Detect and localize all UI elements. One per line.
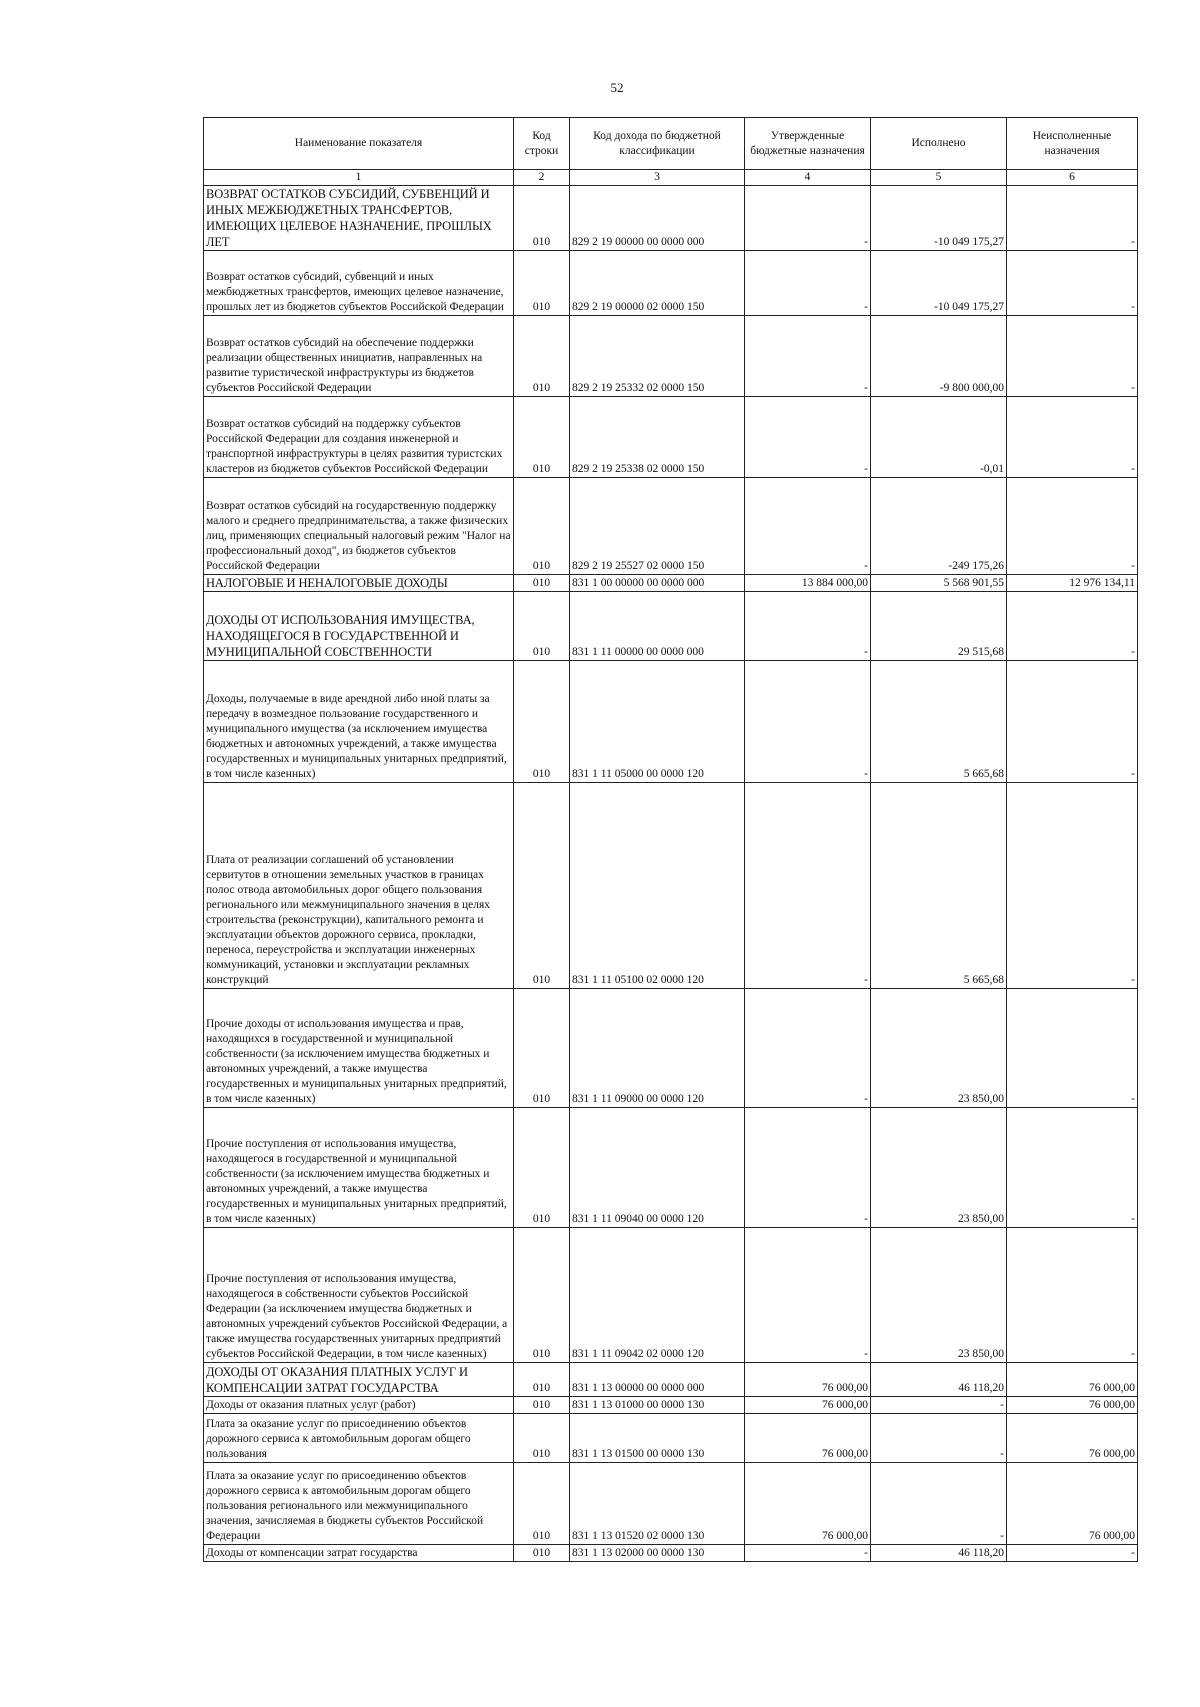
table-row xyxy=(204,592,1138,661)
column-number: 1 xyxy=(204,170,514,186)
table-row xyxy=(204,397,1138,478)
row-name: Возврат остатков субсидий, субвенций и иных межбюджетных трансфертов, имеющих целевое назначение, прошлых лет из бюджетов субъектов Российской Федерации xyxy=(204,251,514,316)
row-name: Плата за оказание услуг по присоединению объектов дорожного сервиса к автомобильным дорогам общего пользования регионального или межмуниципального значения, зачисляемая в бюджеты субъектов Российской Федерации xyxy=(204,1463,514,1545)
row-executed: 5 665,68 xyxy=(871,783,1007,989)
row-approved: - xyxy=(745,186,871,251)
row-budget-code: 831 1 11 09042 02 0000 120 xyxy=(570,1228,745,1363)
row-line-code: 010 xyxy=(514,1397,570,1414)
row-line-code: 010 xyxy=(514,397,570,478)
table-row xyxy=(204,783,1138,989)
revenue-table xyxy=(203,117,1138,1562)
row-approved: 13 884 000,00 xyxy=(745,575,871,592)
row-unexecuted: - xyxy=(1007,1108,1138,1228)
row-approved: - xyxy=(745,1108,871,1228)
row-line-code: 010 xyxy=(514,1228,570,1363)
row-executed: 23 850,00 xyxy=(871,989,1007,1108)
row-approved: - xyxy=(745,251,871,316)
row-budget-code: 831 1 13 01500 00 0000 130 xyxy=(570,1414,745,1463)
row-name: Возврат остатков субсидий на обеспечение поддержки реализации общественных инициатив, направленных на развитие туристической инфраструктуры из бюджетов субъектов Российской Федерации xyxy=(204,316,514,397)
row-unexecuted: 76 000,00 xyxy=(1007,1397,1138,1414)
row-approved: - xyxy=(745,661,871,783)
row-name: Доходы, получаемые в виде арендной либо иной платы за передачу в возмездное пользование государственного и муниципального имущества (за исключением имущества бюджетных и автономных учреждений, а также имущества государственных и муниципальных унитарных предприятий, в том числе казенных) xyxy=(204,661,514,783)
table-row xyxy=(204,661,1138,783)
row-approved: 76 000,00 xyxy=(745,1363,871,1397)
header-budget-code: Код дохода по бюджетной классификации xyxy=(570,118,745,170)
row-budget-code: 831 1 11 05100 02 0000 120 xyxy=(570,783,745,989)
row-line-code: 010 xyxy=(514,592,570,661)
row-approved: - xyxy=(745,989,871,1108)
row-unexecuted: - xyxy=(1007,592,1138,661)
row-executed: -9 800 000,00 xyxy=(871,316,1007,397)
row-executed: - xyxy=(871,1414,1007,1463)
row-approved: - xyxy=(745,316,871,397)
row-budget-code: 831 1 00 00000 00 0000 000 xyxy=(570,575,745,592)
row-unexecuted: - xyxy=(1007,186,1138,251)
row-line-code: 010 xyxy=(514,1414,570,1463)
table-row xyxy=(204,1108,1138,1228)
table-row xyxy=(204,1228,1138,1363)
row-budget-code: 829 2 19 25332 02 0000 150 xyxy=(570,316,745,397)
table-row xyxy=(204,186,1138,251)
page-number: 52 xyxy=(610,80,624,95)
row-budget-code: 829 2 19 25338 02 0000 150 xyxy=(570,397,745,478)
row-line-code: 010 xyxy=(514,478,570,575)
row-approved: - xyxy=(745,1228,871,1363)
row-unexecuted: 76 000,00 xyxy=(1007,1463,1138,1545)
row-unexecuted: 76 000,00 xyxy=(1007,1363,1138,1397)
row-unexecuted: 12 976 134,11 xyxy=(1007,575,1138,592)
row-budget-code: 829 2 19 00000 02 0000 150 xyxy=(570,251,745,316)
row-budget-code: 831 1 13 02000 00 0000 130 xyxy=(570,1545,745,1562)
table-row xyxy=(204,316,1138,397)
table-row xyxy=(204,478,1138,575)
row-executed: 23 850,00 xyxy=(871,1108,1007,1228)
row-executed: 5 665,68 xyxy=(871,661,1007,783)
row-line-code: 010 xyxy=(514,1363,570,1397)
row-budget-code: 831 1 13 01000 00 0000 130 xyxy=(570,1397,745,1414)
table-row xyxy=(204,1363,1138,1397)
row-budget-code: 831 1 11 05000 00 0000 120 xyxy=(570,661,745,783)
row-line-code: 010 xyxy=(514,251,570,316)
table-row xyxy=(204,575,1138,592)
row-name: Возврат остатков субсидий на поддержку субъектов Российской Федерации для создания инженерной и транспортной инфраструктуры в целях развития туристских кластеров из бюджетов субъектов Российской Федерации xyxy=(204,397,514,478)
row-executed: 5 568 901,55 xyxy=(871,575,1007,592)
row-budget-code: 831 1 11 00000 00 0000 000 xyxy=(570,592,745,661)
row-approved: 76 000,00 xyxy=(745,1463,871,1545)
row-budget-code: 831 1 11 09040 00 0000 120 xyxy=(570,1108,745,1228)
row-executed: 46 118,20 xyxy=(871,1545,1007,1562)
row-approved: - xyxy=(745,478,871,575)
column-number: 2 xyxy=(514,170,570,186)
row-name: ВОЗВРАТ ОСТАТКОВ СУБСИДИЙ, СУБВЕНЦИЙ И ИНЫХ МЕЖБЮДЖЕТНЫХ ТРАНСФЕРТОВ, ИМЕЮЩИХ ЦЕЛЕВОЕ НАЗНАЧЕНИЕ, ПРОШЛЫХ ЛЕТ xyxy=(204,186,514,251)
row-executed: -249 175,26 xyxy=(871,478,1007,575)
row-unexecuted: 76 000,00 xyxy=(1007,1414,1138,1463)
table-row xyxy=(204,1545,1138,1562)
row-name: Доходы от оказания платных услуг (работ) xyxy=(204,1397,514,1414)
row-executed: - xyxy=(871,1463,1007,1545)
row-approved: - xyxy=(745,1545,871,1562)
row-approved: - xyxy=(745,783,871,989)
row-approved: - xyxy=(745,397,871,478)
row-line-code: 010 xyxy=(514,575,570,592)
table-header-row xyxy=(204,118,1138,170)
table-row xyxy=(204,251,1138,316)
column-number-row xyxy=(204,170,1138,186)
row-approved: 76 000,00 xyxy=(745,1397,871,1414)
row-unexecuted: - xyxy=(1007,1228,1138,1363)
row-name: НАЛОГОВЫЕ И НЕНАЛОГОВЫЕ ДОХОДЫ xyxy=(204,575,514,592)
row-line-code: 010 xyxy=(514,1108,570,1228)
column-number: 3 xyxy=(570,170,745,186)
row-executed: -10 049 175,27 xyxy=(871,186,1007,251)
header-line-code: Код строки xyxy=(514,118,570,170)
row-approved: - xyxy=(745,592,871,661)
table-row xyxy=(204,989,1138,1108)
row-unexecuted: - xyxy=(1007,478,1138,575)
row-line-code: 010 xyxy=(514,186,570,251)
header-name: Наименование показателя xyxy=(204,118,514,170)
row-line-code: 010 xyxy=(514,989,570,1108)
row-name: Плата от реализации соглашений об установлении сервитутов в отношении земельных участков в границах полос отвода автомобильных дорог общего пользования регионального или межмуниципального значения в целях строительства (реконструкции), капитального ремонта и эксплуатации объектов дорожного сервиса, прокладки, переноса, переустройства и эксплуатации инженерных коммуникаций, установки и эксплуатации рекламных конструкций xyxy=(204,783,514,989)
row-line-code: 010 xyxy=(514,783,570,989)
column-number: 6 xyxy=(1007,170,1138,186)
row-budget-code: 829 2 19 25527 02 0000 150 xyxy=(570,478,745,575)
row-executed: -10 049 175,27 xyxy=(871,251,1007,316)
row-executed: 29 515,68 xyxy=(871,592,1007,661)
row-name: Прочие поступления от использования имущества, находящегося в государственной и муниципальной собственности (за исключением имущества бюджетных и автономных учреждений, а также имущества государственных и муниципальных унитарных предприятий, в том числе казенных) xyxy=(204,1108,514,1228)
row-name: ДОХОДЫ ОТ ОКАЗАНИЯ ПЛАТНЫХ УСЛУГ И КОМПЕНСАЦИИ ЗАТРАТ ГОСУДАРСТВА xyxy=(204,1363,514,1397)
row-name: Прочие доходы от использования имущества и прав, находящихся в государственной и муниципальной собственности (за исключением имущества бюджетных и автономных учреждений, а также имущества государственных и муниципальных унитарных предприятий, в том числе казенных) xyxy=(204,989,514,1108)
header-approved: Утвержденные бюджетные назначения xyxy=(745,118,871,170)
row-line-code: 010 xyxy=(514,661,570,783)
header-executed: Исполнено xyxy=(871,118,1007,170)
row-unexecuted: - xyxy=(1007,1545,1138,1562)
row-executed: -0,01 xyxy=(871,397,1007,478)
row-executed: 23 850,00 xyxy=(871,1228,1007,1363)
column-number: 5 xyxy=(871,170,1007,186)
header-unexecuted: Неисполненные назначения xyxy=(1007,118,1138,170)
row-line-code: 010 xyxy=(514,1545,570,1562)
table-row xyxy=(204,1463,1138,1545)
row-executed: 46 118,20 xyxy=(871,1363,1007,1397)
row-unexecuted: - xyxy=(1007,397,1138,478)
row-name: Плата за оказание услуг по присоединению объектов дорожного сервиса к автомобильным дорогам общего пользования xyxy=(204,1414,514,1463)
row-unexecuted: - xyxy=(1007,316,1138,397)
row-name: Прочие поступления от использования имущества, находящегося в собственности субъектов Российской Федерации (за исключением имущества бюджетных и автономных учреждений субъектов Российской Федерации, а также имущества государственных унитарных предприятий субъектов Российской Федерации, в том числе казенных) xyxy=(204,1228,514,1363)
row-name: Доходы от компенсации затрат государства xyxy=(204,1545,514,1562)
row-budget-code: 831 1 11 09000 00 0000 120 xyxy=(570,989,745,1108)
row-line-code: 010 xyxy=(514,316,570,397)
row-name: ДОХОДЫ ОТ ИСПОЛЬЗОВАНИЯ ИМУЩЕСТВА, НАХОДЯЩЕГОСЯ В ГОСУДАРСТВЕННОЙ И МУНИЦИПАЛЬНОЙ СОБСТВЕННОСТИ xyxy=(204,592,514,661)
row-name: Возврат остатков субсидий на государственную поддержку малого и среднего предпринимательства, а также физических лиц, применяющих специальный налоговый режим "Налог на профессиональный доход", из бюджетов субъектов Российской Федерации xyxy=(204,478,514,575)
row-budget-code: 831 1 13 00000 00 0000 000 xyxy=(570,1363,745,1397)
row-unexecuted: - xyxy=(1007,661,1138,783)
row-executed: - xyxy=(871,1397,1007,1414)
row-budget-code: 831 1 13 01520 02 0000 130 xyxy=(570,1463,745,1545)
row-line-code: 010 xyxy=(514,1463,570,1545)
row-approved: 76 000,00 xyxy=(745,1414,871,1463)
row-unexecuted: - xyxy=(1007,251,1138,316)
row-unexecuted: - xyxy=(1007,783,1138,989)
table-row xyxy=(204,1397,1138,1414)
table-row xyxy=(204,1414,1138,1463)
row-budget-code: 829 2 19 00000 00 0000 000 xyxy=(570,186,745,251)
column-number: 4 xyxy=(745,170,871,186)
row-unexecuted: - xyxy=(1007,989,1138,1108)
